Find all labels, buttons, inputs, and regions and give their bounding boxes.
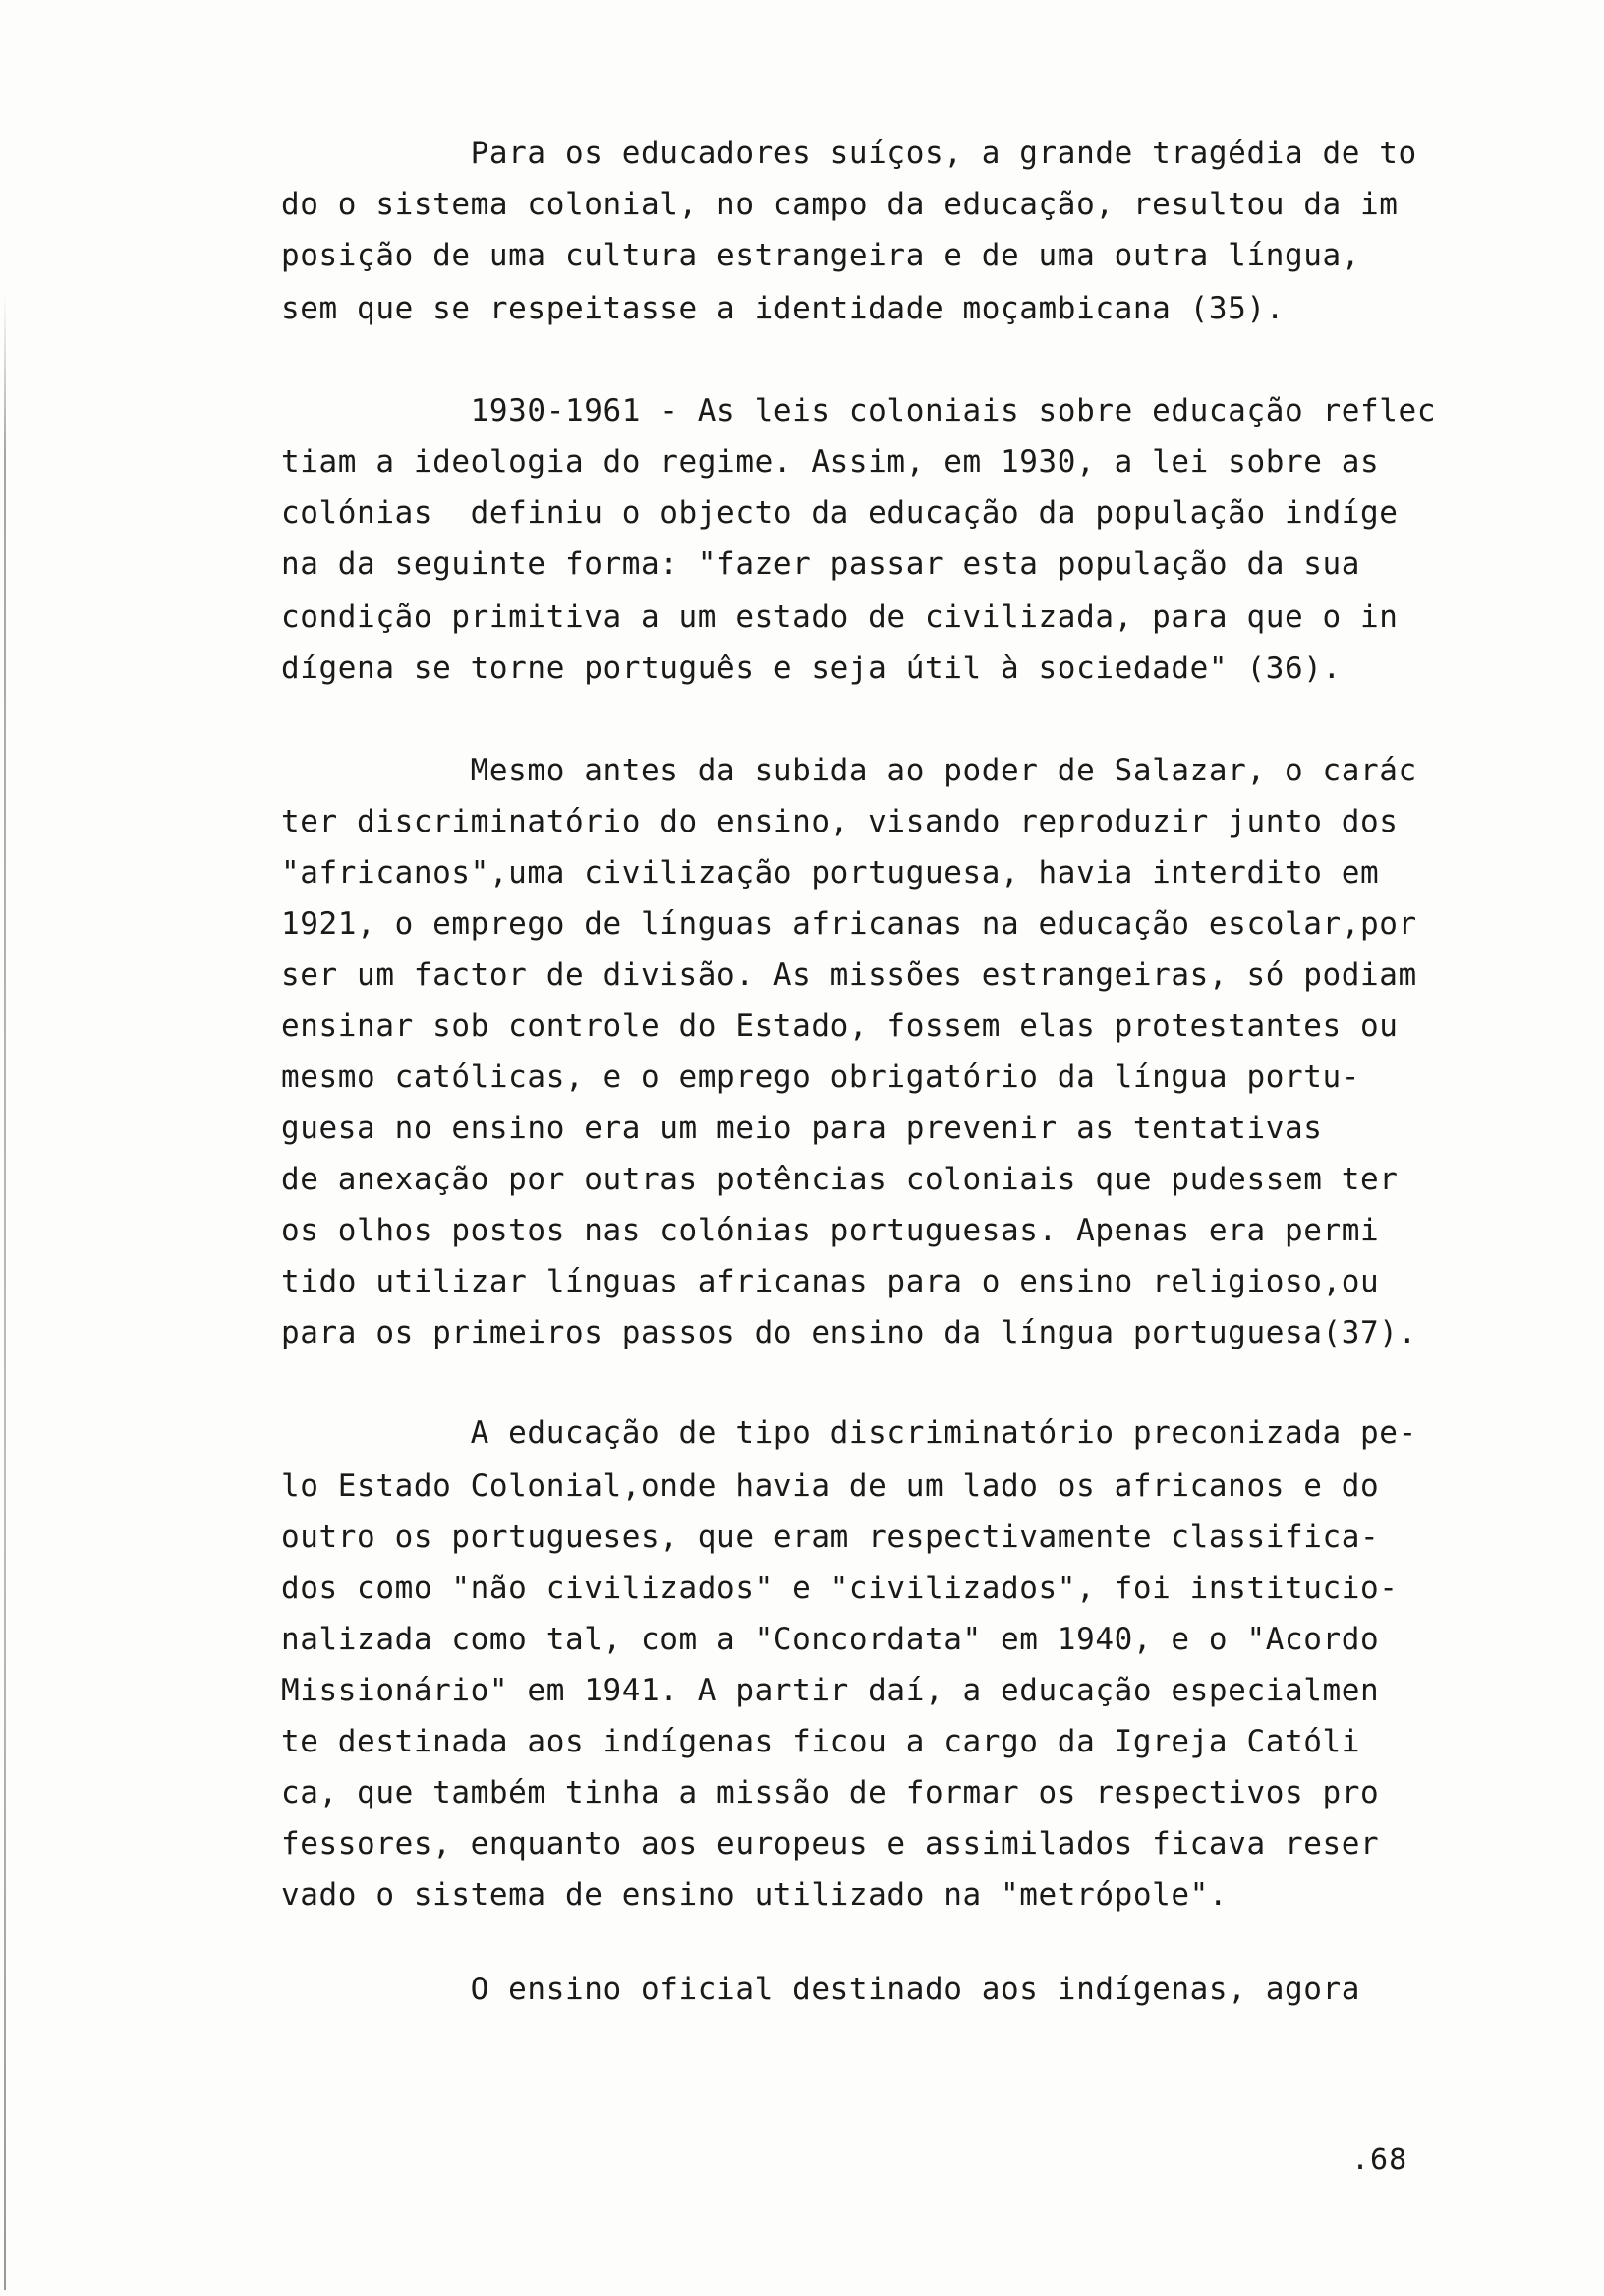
text-line: tido utilizar línguas africanas para o ensino religioso,ou <box>281 1264 1380 1299</box>
text-line: ca, que também tinha a missão de formar os respectivos pro <box>281 1775 1380 1810</box>
text-line: Mesmo antes da subida ao poder de Salazar, o carác <box>281 753 1417 788</box>
text-line: O ensino oficial destinado aos indígenas, agora <box>281 1972 1361 2007</box>
text-line: ensinar sob controle do Estado, fossem elas protestantes ou <box>281 1008 1399 1044</box>
text-line: "africanos",uma civilização portuguesa, havia interdito em <box>281 855 1380 890</box>
text-line: Para os educadores suíços, a grande tragédia de to <box>281 136 1417 171</box>
text-line: te destinada aos indígenas ficou a cargo da Igreja Católi <box>281 1724 1361 1759</box>
scan-edge-shadow <box>4 295 6 2290</box>
text-line: colónias definiu o objecto da educação da população indíge <box>281 495 1399 531</box>
text-line: ser um factor de divisão. As missões estrangeiras, só podiam <box>281 957 1417 993</box>
text-line: 1930-1961 - As leis coloniais sobre educação reflec <box>281 393 1437 429</box>
text-line: 1921, o emprego de línguas africanas na educação escolar,por <box>281 906 1417 942</box>
text-line: dos como "não civilizados" e "civilizados", foi institucio- <box>281 1571 1399 1606</box>
text-line: outro os portugueses, que eram respectivamente classifica- <box>281 1520 1380 1555</box>
body-text <box>281 0 1529 2064</box>
text-line: na da seguinte forma: "fazer passar esta população da sua <box>281 546 1361 582</box>
text-line: nalizada como tal, com a "Concordata" em 1940, e o "Acordo <box>281 1622 1380 1657</box>
text-line: os olhos postos nas colónias portuguesas. Apenas era permi <box>281 1213 1380 1248</box>
text-line: dígena se torne português e seja útil à sociedade" (36). <box>281 651 1342 686</box>
text-line: A educação de tipo discriminatório preconizada pe- <box>281 1415 1417 1451</box>
text-line: para os primeiros passos do ensino da língua portuguesa(37). <box>281 1315 1417 1350</box>
text-line: ter discriminatório do ensino, visando reproduzir junto dos <box>281 804 1399 839</box>
text-line: fessores, enquanto aos europeus e assimilados ficava reser <box>281 1826 1380 1862</box>
text-line: mesmo católicas, e o emprego obrigatório da língua portu- <box>281 1060 1361 1095</box>
text-line: vado o sistema de ensino utilizado na "metrópole". <box>281 1877 1229 1913</box>
text-line: guesa no ensino era um meio para prevenir as tentativas <box>281 1111 1323 1146</box>
text-line: do o sistema colonial, no campo da educação, resultou da im <box>281 187 1399 222</box>
text-line: de anexação por outras potências coloniais que pudessem ter <box>281 1162 1399 1197</box>
text-line: lo Estado Colonial,onde havia de um lado os africanos e do <box>281 1468 1380 1504</box>
text-line: Missionário" em 1941. A partir daí, a educação especialmen <box>281 1673 1380 1708</box>
page-number: .68 <box>1351 2143 1408 2177</box>
text-line: sem que se respeitasse a identidade moçambicana (35). <box>281 291 1285 326</box>
text-line: tiam a ideologia do regime. Assim, em 1930, a lei sobre as <box>281 444 1380 480</box>
text-line: posição de uma cultura estrangeira e de uma outra língua, <box>281 238 1361 273</box>
text-line: condição primitiva a um estado de civilizada, para que o in <box>281 600 1399 635</box>
